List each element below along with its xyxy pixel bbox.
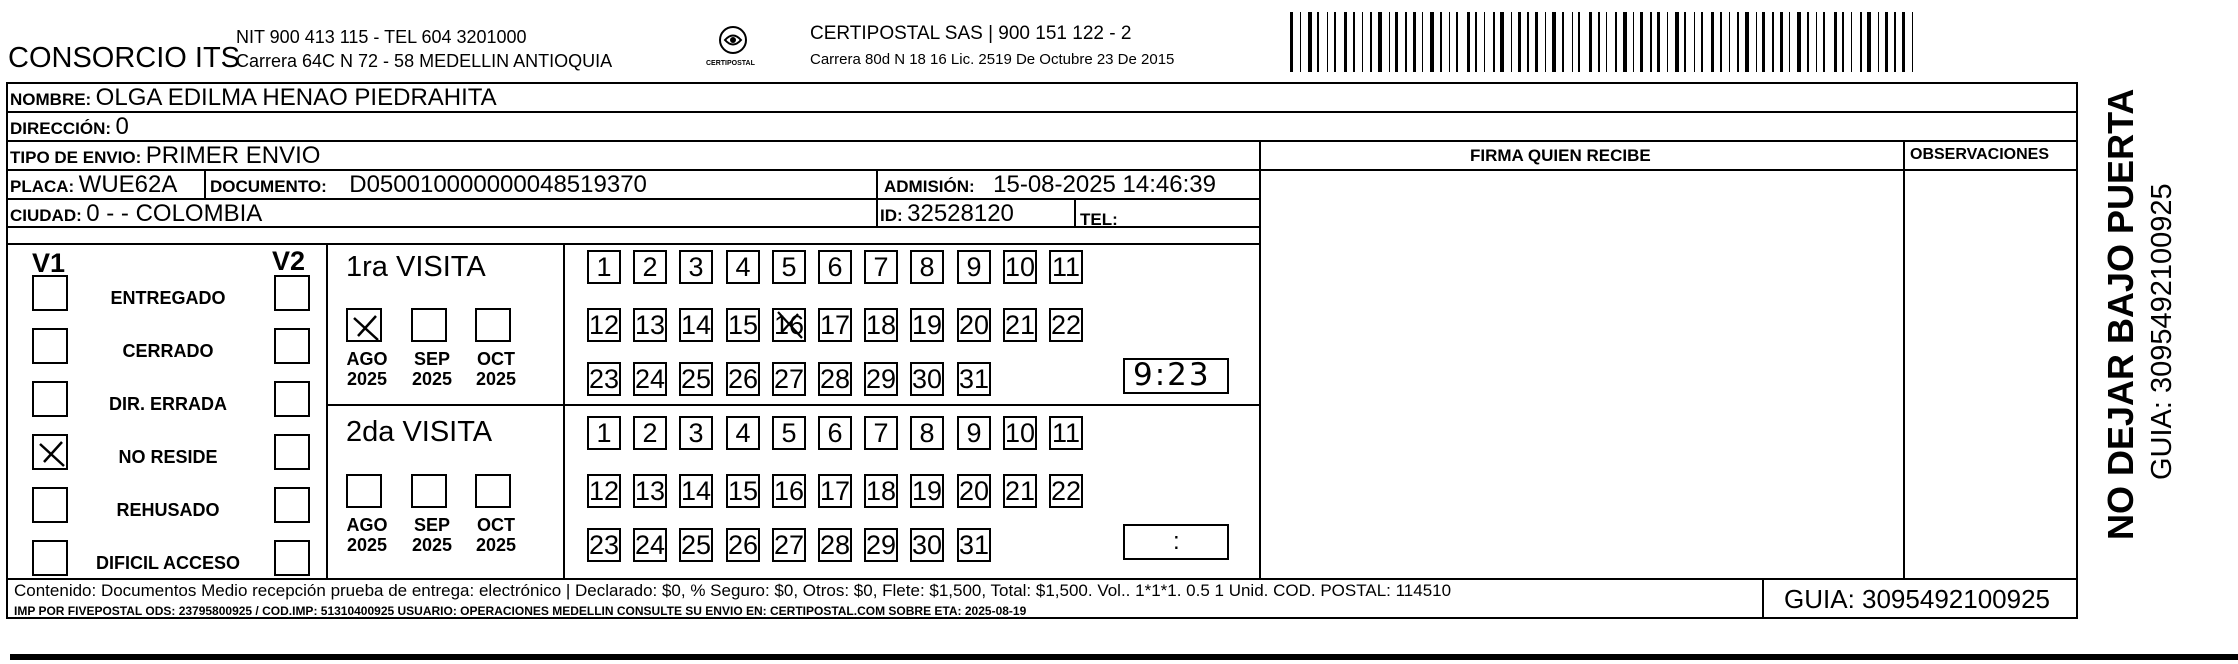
visit2-month-box-3[interactable]: [475, 474, 511, 508]
visit2-time-box[interactable]: [1123, 524, 1229, 560]
admision-value: 15-08-2025 14:46:39: [993, 171, 1216, 198]
visit2-day-label: 21: [1004, 475, 1036, 506]
visit2-day-4[interactable]: [726, 416, 760, 450]
visit1-day-1[interactable]: [587, 250, 621, 284]
tel-field: TEL:: [1080, 210, 1118, 229]
visit2-day-17[interactable]: [818, 474, 852, 508]
visit1-day-14[interactable]: [679, 308, 713, 342]
visit1-day-label: 28: [819, 363, 851, 394]
visit1-month-label: SEP 2025: [411, 349, 453, 389]
visit1-month-box-3[interactable]: [475, 308, 511, 342]
visit1-day-11[interactable]: [1049, 250, 1083, 284]
v2-checkbox-1[interactable]: [274, 275, 310, 311]
visit2-day-label: 14: [680, 475, 712, 506]
visit1-day-21[interactable]: [1003, 308, 1037, 342]
visit1-day-10[interactable]: [1003, 250, 1037, 284]
visit1-day-23[interactable]: [587, 362, 621, 396]
visit2-month-box-1[interactable]: [346, 474, 382, 508]
id-field: ID: 32528120: [880, 200, 1014, 227]
visit1-day-13[interactable]: [633, 308, 667, 342]
placa-value: WUE62A: [78, 171, 178, 198]
visit1-day-label: 17: [819, 309, 851, 340]
visit1-day-label: 4: [735, 251, 751, 282]
nombre-field: NOMBRE: OLGA EDILMA HENAO PIEDRAHITA: [10, 84, 497, 111]
visit2-day-label: 4: [735, 417, 751, 448]
status-option-label: DIFICIL ACCESO: [95, 553, 240, 573]
visit1-day-12[interactable]: [587, 308, 621, 342]
visit2-day-5[interactable]: [772, 416, 806, 450]
visit1-day-label: 1: [596, 251, 612, 282]
visit1-day-29[interactable]: [864, 362, 898, 396]
visit2-day-14[interactable]: [679, 474, 713, 508]
company-info-line2: Carrera 64C N 72 - 58 MEDELLIN ANTIOQUIA: [236, 51, 613, 71]
visit2-day-31[interactable]: [957, 528, 991, 562]
visit2-month-label: SEP 2025: [411, 515, 453, 555]
visit1-day-label: 22: [1050, 309, 1082, 340]
company-info-line1: NIT 900 413 115 - TEL 604 3201000: [236, 27, 527, 47]
visit1-day-label: 25: [680, 363, 712, 394]
check-mark-icon: [772, 308, 806, 342]
visit2-day-30[interactable]: [910, 528, 944, 562]
visit2-day-label: 24: [634, 529, 666, 560]
visit1-day-18[interactable]: [864, 308, 898, 342]
visit1-day-label: 15: [727, 309, 759, 340]
v2-checkbox-6[interactable]: [274, 540, 310, 576]
visit2-day-label: 3: [688, 417, 704, 448]
visit2-day-label: 19: [911, 475, 943, 506]
v2-checkbox-2[interactable]: [274, 328, 310, 364]
visit2-day-label: 25: [680, 529, 712, 560]
firma-header: FIRMA QUIEN RECIBE: [1470, 146, 1651, 165]
visit2-day-21[interactable]: [1003, 474, 1037, 508]
nombre-value: OLGA EDILMA HENAO PIEDRAHITA: [95, 84, 497, 111]
visit1-day-7[interactable]: [864, 250, 898, 284]
status-option-label: DIR. ERRADA: [108, 394, 227, 414]
v1-checkbox-3[interactable]: [32, 381, 68, 417]
check-mark-icon: [36, 438, 68, 470]
visit1-month-label: OCT 2025: [475, 349, 517, 389]
visit2-time: :: [1173, 528, 1180, 555]
visit2-day-18[interactable]: [864, 474, 898, 508]
carrier-info-line1: CERTIPOSTAL SAS | 900 151 122 - 2: [810, 23, 1132, 44]
visit2-day-25[interactable]: [679, 528, 713, 562]
v2-checkbox-4[interactable]: [274, 434, 310, 470]
visit2-day-15[interactable]: [726, 474, 760, 508]
carrier-info-line2: Carrera 80d N 18 16 Lic. 2519 De Octubre 23 De 2015: [810, 51, 1175, 68]
visit2-day-label: 31: [958, 529, 990, 560]
visit2-day-12[interactable]: [587, 474, 621, 508]
barcode: [1290, 12, 1925, 74]
visit1-day-30[interactable]: [910, 362, 944, 396]
placa-field: PLACA: WUE62A: [10, 171, 178, 198]
visit2-day-label: 27: [773, 529, 805, 560]
status-option-label: ENTREGADO: [110, 288, 226, 308]
v1-checkbox-4[interactable]: [32, 434, 68, 470]
check-mark-icon: [350, 312, 382, 344]
visit1-day-8[interactable]: [910, 250, 944, 284]
visit1-day-label: 20: [958, 309, 990, 340]
visit2-day-label: 23: [588, 529, 620, 560]
visit2-day-23[interactable]: [587, 528, 621, 562]
company-name: CONSORCIO ITS: [8, 42, 241, 74]
visit2-day-27[interactable]: [772, 528, 806, 562]
v1-checkbox-5[interactable]: [32, 487, 68, 523]
visit2-day-11[interactable]: [1049, 416, 1083, 450]
visit1-day-label: 10: [1004, 251, 1036, 282]
visit1-month-box-2[interactable]: [411, 308, 447, 342]
status-option-label: CERRADO: [122, 341, 214, 361]
visit1-day-28[interactable]: [818, 362, 852, 396]
visit2-day-label: 12: [588, 475, 620, 506]
v1-label: V1: [32, 248, 66, 278]
visit1-time-box[interactable]: [1123, 358, 1229, 394]
visit1-day-label: 26: [727, 363, 759, 394]
contenido-line: Contenido: Documentos Medio recepción prueba de entrega: electrónico | Declarado: $0, % Seguro: $0, Otros: $0, Flete: $1,500, Total: $1,500. Vol.. 1*1*1. 0.5 1 Unid. COD. POSTAL: 114510: [14, 581, 1452, 600]
visit1-day-label: 16: [773, 309, 805, 340]
visit2-day-label: 5: [781, 417, 797, 448]
visit2-day-label: 28: [819, 529, 851, 560]
visit1-title: 1ra VISITA: [346, 251, 486, 283]
direccion-value: 0: [115, 113, 129, 140]
bottom-edge: [10, 654, 2238, 660]
v1-checkbox-1[interactable]: [32, 275, 68, 311]
visit2-day-8[interactable]: [910, 416, 944, 450]
visit2-day-29[interactable]: [864, 528, 898, 562]
visit1-day-4[interactable]: [726, 250, 760, 284]
visit1-day-label: 5: [781, 251, 797, 282]
visit1-day-6[interactable]: [818, 250, 852, 284]
visit1-day-label: 19: [911, 309, 943, 340]
direccion-field: DIRECCIÓN: 0: [10, 113, 129, 140]
visit2-day-26[interactable]: [726, 528, 760, 562]
visit2-day-label: 7: [873, 417, 889, 448]
v2-checkbox-5[interactable]: [274, 487, 310, 523]
v1-checkbox-2[interactable]: [32, 328, 68, 364]
visit2-day-label: 10: [1004, 417, 1036, 448]
visit1-day-31[interactable]: [957, 362, 991, 396]
visit2-day-9[interactable]: [957, 416, 991, 450]
side-guia: GUIA: 3095492100925: [2146, 183, 2178, 480]
visit2-day-13[interactable]: [633, 474, 667, 508]
visit1-day-3[interactable]: [679, 250, 713, 284]
visit1-day-5[interactable]: [772, 250, 806, 284]
certipostal-logo: CERTIPOSTAL: [708, 22, 758, 72]
visit2-day-label: 6: [827, 417, 843, 448]
visit1-day-label: 8: [919, 251, 935, 282]
visit2-day-22[interactable]: [1049, 474, 1083, 508]
visit2-day-label: 22: [1050, 475, 1082, 506]
visit2-day-label: 8: [919, 417, 935, 448]
visit1-day-label: 6: [827, 251, 843, 282]
visit1-day-label: 24: [634, 363, 666, 394]
tipo-envio-value: PRIMER ENVIO: [145, 142, 321, 169]
observaciones-header: OBSERVACIONES: [1910, 146, 2049, 163]
visit2-day-label: 29: [865, 529, 897, 560]
visit2-day-10[interactable]: [1003, 416, 1037, 450]
visit1-day-label: 14: [680, 309, 712, 340]
visit1-day-label: 2: [642, 251, 658, 282]
visit2-day-label: 11: [1051, 417, 1081, 448]
v2-label: V2: [272, 246, 306, 276]
visit1-day-label: 21: [1004, 309, 1036, 340]
visit1-day-label: 13: [634, 309, 666, 340]
visit2-day-28[interactable]: [818, 528, 852, 562]
visit1-day-27[interactable]: [772, 362, 806, 396]
visit1-day-label: 12: [588, 309, 620, 340]
visit1-day-label: 7: [873, 251, 889, 282]
visit1-day-9[interactable]: [957, 250, 991, 284]
visit2-day-7[interactable]: [864, 416, 898, 450]
visit1-day-19[interactable]: [910, 308, 944, 342]
v1-checkbox-6[interactable]: [32, 540, 68, 576]
visit2-day-label: 18: [865, 475, 897, 506]
imp-line: IMP POR FIVEPOSTAL ODS: 23795800925 / COD.IMP: 51310400925 USUARIO: OPERACIONES MEDELLIN CONSULTE SU ENVIO EN: CERTIPOSTAL.COM SOBRE ETA: 2025-08-19: [14, 604, 1027, 618]
visit1-day-label: 27: [773, 363, 805, 394]
visit2-day-1[interactable]: [587, 416, 621, 450]
visit2-day-2[interactable]: [633, 416, 667, 450]
guia-number: GUIA: 3095492100925: [1784, 584, 2050, 614]
visit2-day-20[interactable]: [957, 474, 991, 508]
no-dejar-bajo-puerta: NO DEJAR BAJO PUERTA: [2100, 88, 2141, 540]
visit1-day-20[interactable]: [957, 308, 991, 342]
ciudad-value: 0 - - COLOMBIA: [86, 200, 263, 227]
status-option-label: NO RESIDE: [118, 447, 218, 467]
visit1-day-label: 23: [588, 363, 620, 394]
ciudad-field: CIUDAD: 0 - - COLOMBIA: [10, 200, 263, 227]
visit2-day-label: 26: [727, 529, 759, 560]
visit2-day-label: 13: [634, 475, 666, 506]
visit1-day-16[interactable]: [772, 308, 806, 342]
admision-field: ADMISIÓN: 15-08-2025 14:46:39: [884, 171, 1216, 198]
status-option-label: REHUSADO: [116, 500, 220, 520]
documento-value: D050010000000048519370: [349, 171, 647, 198]
visit2-title: 2da VISITA: [346, 416, 493, 448]
visit1-day-label: 9: [966, 251, 982, 282]
visit1-day-label: 3: [688, 251, 704, 282]
id-value: 32528120: [907, 200, 1014, 227]
visit1-day-label: 31: [958, 363, 990, 394]
visit2-month-label: OCT 2025: [475, 515, 517, 555]
visit2-day-label: 1: [596, 417, 612, 448]
visit2-day-19[interactable]: [910, 474, 944, 508]
visit2-day-16[interactable]: [772, 474, 806, 508]
visit2-day-label: 17: [819, 475, 851, 506]
visit1-day-26[interactable]: [726, 362, 760, 396]
visit1-day-label: 11: [1051, 251, 1081, 282]
visit1-day-label: 29: [865, 363, 897, 394]
visit1-day-label: 18: [865, 309, 897, 340]
visit1-day-24[interactable]: [633, 362, 667, 396]
visit2-month-box-2[interactable]: [411, 474, 447, 508]
visit1-day-label: 30: [911, 363, 943, 394]
visit1-time: 9:23: [1133, 357, 1211, 393]
visit1-day-17[interactable]: [818, 308, 852, 342]
v2-checkbox-3[interactable]: [274, 381, 310, 417]
visit2-day-24[interactable]: [633, 528, 667, 562]
visit1-day-15[interactable]: [726, 308, 760, 342]
visit1-day-2[interactable]: [633, 250, 667, 284]
visit1-month-label: AGO 2025: [346, 349, 388, 389]
visit2-day-label: 20: [958, 475, 990, 506]
visit2-day-3[interactable]: [679, 416, 713, 450]
visit2-day-label: 15: [727, 475, 759, 506]
documento-field: DOCUMENTO: D050010000000048519370: [210, 171, 647, 198]
visit2-day-label: 9: [966, 417, 982, 448]
visit2-day-label: 30: [911, 529, 943, 560]
visit2-month-label: AGO 2025: [346, 515, 388, 555]
tipo-envio-field: TIPO DE ENVIO: PRIMER ENVIO: [10, 142, 321, 169]
visit1-day-22[interactable]: [1049, 308, 1083, 342]
visit1-day-25[interactable]: [679, 362, 713, 396]
visit2-day-6[interactable]: [818, 416, 852, 450]
visit2-day-label: 2: [642, 417, 658, 448]
visit1-month-box-1[interactable]: [346, 308, 382, 342]
visit2-day-label: 16: [773, 475, 805, 506]
